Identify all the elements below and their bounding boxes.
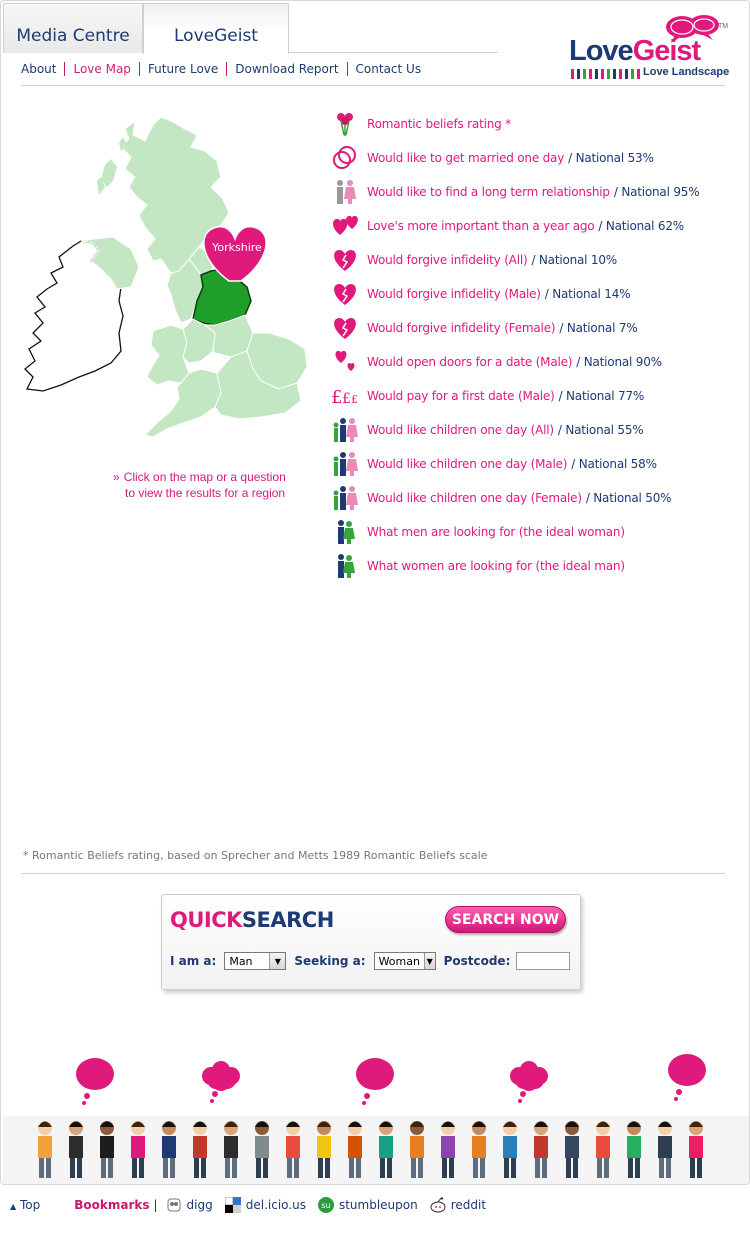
question-item[interactable]: What men are looking for (the ideal woman) bbox=[331, 515, 731, 549]
i-am-select[interactable]: Man ▼ bbox=[224, 952, 286, 970]
lovegeist-logo[interactable] bbox=[567, 15, 732, 81]
svg-text:£: £ bbox=[331, 387, 343, 408]
broken-heart-icon bbox=[331, 314, 359, 342]
pin-label: Yorkshire bbox=[212, 241, 262, 254]
question-item[interactable]: Would like children one day (Female) / National 50% bbox=[331, 481, 731, 515]
svg-text:£: £ bbox=[342, 391, 351, 407]
reddit-icon bbox=[430, 1197, 446, 1213]
question-item[interactable]: Would open doors for a date (Male) / National 90% bbox=[331, 345, 731, 379]
rings-icon bbox=[331, 144, 359, 172]
digg-link[interactable]: digg bbox=[166, 1197, 213, 1213]
question-item[interactable]: Would like to find a long term relationship / National 95% bbox=[331, 175, 731, 209]
double-chevron-icon: » bbox=[113, 470, 120, 484]
nav-download-report[interactable]: Download Report bbox=[226, 62, 346, 76]
i-am-label: I am a: bbox=[170, 954, 217, 968]
broken-heart-icon bbox=[331, 246, 359, 274]
nav-about[interactable]: About bbox=[21, 62, 57, 76]
sub-nav bbox=[21, 62, 429, 76]
footer-bar bbox=[10, 1197, 498, 1213]
bookmarks-label: Bookmarks bbox=[74, 1198, 150, 1212]
question-item[interactable]: Would like children one day (All) / National 55% bbox=[331, 413, 731, 447]
tab-bar bbox=[3, 3, 498, 53]
postcode-input[interactable] bbox=[516, 952, 570, 970]
tab-lovegeist[interactable]: LoveGeist bbox=[143, 3, 289, 54]
postcode-label: Postcode: bbox=[443, 954, 511, 968]
question-item[interactable]: £ £ £ Would pay for a first date (Male) / National 77% bbox=[331, 379, 731, 413]
family-icon bbox=[331, 484, 359, 512]
svg-text:£: £ bbox=[351, 393, 358, 406]
hearts-icon bbox=[331, 212, 359, 240]
region-islands bbox=[97, 137, 127, 195]
footnote: * Romantic Beliefs rating, based on Sprecher and Metts 1989 Romantic Beliefs scale bbox=[23, 849, 488, 862]
speech-bubble-icon bbox=[668, 1054, 706, 1086]
quick-search-form bbox=[170, 952, 570, 970]
divider bbox=[21, 873, 725, 874]
divider bbox=[21, 85, 725, 86]
logo-trademark: TM bbox=[718, 23, 729, 30]
seeking-select[interactable]: Woman ▼ bbox=[374, 952, 436, 970]
question-item[interactable]: Would like to get married one day / National 53% bbox=[331, 141, 731, 175]
tab-media-centre[interactable]: Media Centre bbox=[3, 3, 143, 53]
caret-up-icon: ▲ bbox=[10, 1202, 17, 1211]
quick-search-panel bbox=[161, 894, 581, 990]
quick-search-title: QUICKSEARCH bbox=[170, 908, 334, 932]
question-item[interactable]: Love's more important than a year ago / National 62% bbox=[331, 209, 731, 243]
question-item[interactable]: Would forgive infidelity (All) / National 10% bbox=[331, 243, 731, 277]
question-item[interactable]: What women are looking for (the ideal man) bbox=[331, 549, 731, 583]
pound-icon bbox=[331, 382, 359, 410]
map-instruction: » Click on the map or a question to view the results for a region bbox=[113, 470, 286, 500]
family-icon bbox=[331, 450, 359, 478]
delicious-link[interactable]: del.icio.us bbox=[225, 1197, 306, 1213]
people-row-icon bbox=[570, 68, 645, 80]
uk-love-map[interactable] bbox=[21, 111, 321, 456]
speech-bubble-icon bbox=[356, 1058, 394, 1090]
logo-tagline: Love Landscape bbox=[643, 66, 730, 78]
nav-contact-us[interactable]: Contact Us bbox=[347, 62, 430, 76]
small-hearts-icon bbox=[331, 348, 359, 376]
question-item[interactable]: Would forgive infidelity (Female) / National 7% bbox=[331, 311, 731, 345]
question-item[interactable]: Romantic beliefs rating * bbox=[331, 107, 731, 141]
svg-text:su: su bbox=[321, 1201, 331, 1210]
question-list bbox=[331, 107, 731, 583]
pair-icon bbox=[331, 518, 359, 546]
nav-love-map[interactable]: Love Map bbox=[64, 62, 138, 76]
couple-icon bbox=[331, 178, 359, 206]
search-now-button[interactable]: SEARCH NOW bbox=[445, 906, 566, 933]
question-item[interactable]: Would forgive infidelity (Male) / National 14% bbox=[331, 277, 731, 311]
chevron-down-icon: ▼ bbox=[269, 953, 285, 969]
broken-heart-icon bbox=[331, 280, 359, 308]
family-icon bbox=[331, 416, 359, 444]
stumbleupon-icon bbox=[318, 1197, 334, 1213]
delicious-icon bbox=[225, 1197, 241, 1213]
pair-icon bbox=[331, 552, 359, 580]
question-item[interactable]: Would like children one day (Male) / National 58% bbox=[331, 447, 731, 481]
seeking-label: Seeking a: bbox=[294, 954, 366, 968]
region-wales[interactable] bbox=[147, 325, 189, 385]
chevron-down-icon: ▼ bbox=[424, 953, 435, 969]
nav-future-love[interactable]: Future Love bbox=[139, 62, 226, 76]
separator: | bbox=[153, 1198, 158, 1212]
reddit-link[interactable]: reddit bbox=[430, 1197, 486, 1213]
roses-icon bbox=[331, 110, 359, 138]
back-to-top-link[interactable]: ▲ Top bbox=[10, 1198, 41, 1212]
people-illustration bbox=[3, 1046, 749, 1185]
stumbleupon-link[interactable]: su stumbleupon bbox=[318, 1197, 418, 1213]
logo-wordmark: LoveGeist bbox=[569, 35, 701, 67]
speech-bubble-icon bbox=[76, 1058, 114, 1090]
digg-icon bbox=[166, 1197, 182, 1213]
